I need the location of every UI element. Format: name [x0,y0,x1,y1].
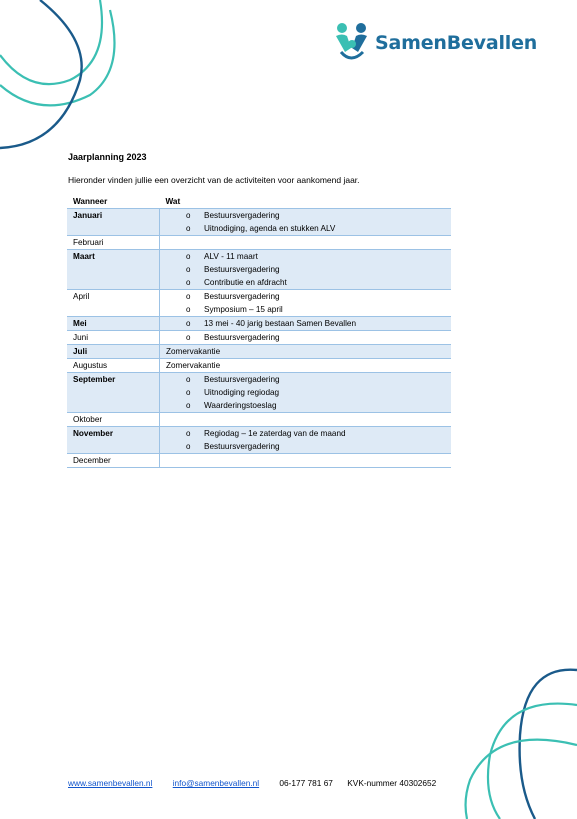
activities-cell [160,236,452,250]
activities-cell: Zomervakantie [160,345,452,359]
table-row [67,373,451,413]
email-link[interactable]: info@samenbevallen.nl [172,778,260,788]
activity-item: o ALV - 11 maart [186,250,445,263]
activity-item: o Bestuursvergadering [186,373,445,386]
activities-cell [160,317,452,331]
activities-cell [160,413,452,427]
samenbevallen-logo [333,22,537,64]
activity-list [166,317,445,330]
activity-list [166,209,445,235]
activities-cell [160,427,452,454]
activity-item: o Waarderingstoeslag [186,399,445,412]
activities-cell: Zomervakantie [160,359,452,373]
year-planning-table [67,195,451,468]
month-cell: September [67,373,160,413]
empty-cell [166,236,445,249]
table-row [67,427,451,454]
table-row [67,317,451,331]
table-row [67,359,451,373]
logo-figures-icon [333,22,371,64]
month-cell: November [67,427,160,454]
table-header-row [67,195,451,209]
month-cell: Juni [67,331,160,345]
activity-list [166,250,445,289]
table-row [67,209,451,236]
activities-cell [160,290,452,317]
activities-cell [160,331,452,345]
activity-item: o Bestuursvergadering [186,263,445,276]
month-cell: Juli [67,345,160,359]
activity-item: o Uitnodiging regiodag [186,386,445,399]
activity-item: o 13 mei - 40 jarig bestaan Samen Bevallen [186,317,445,330]
activity-list [166,290,445,316]
column-header-what: Wat [160,195,452,209]
table-row [67,250,451,290]
decorative-arcs-bottom [455,665,577,819]
table-row [67,413,451,427]
table-body [67,209,451,468]
decorative-arcs-top [0,0,130,150]
activity-item: o Bestuursvergadering [186,209,445,222]
activities-cell [160,454,452,468]
table-row [67,345,451,359]
activity-item: o Bestuursvergadering [186,331,445,344]
activity-item: o Symposium – 15 april [186,303,445,316]
activity-item: o Contributie en afdracht [186,276,445,289]
phone-number: 06-177 781 67 [279,778,333,788]
month-cell: Februari [67,236,160,250]
activity-item: o Bestuursvergadering [186,290,445,303]
month-cell: Oktober [67,413,160,427]
footer [68,778,448,788]
website-link[interactable]: www.samenbevallen.nl [68,778,153,788]
kvk-number: KVK-nummer 40302652 [347,778,437,788]
month-cell: April [67,290,160,317]
activities-cell [160,250,452,290]
activities-cell [160,209,452,236]
column-header-when: Wanneer [67,195,160,209]
month-cell: Augustus [67,359,160,373]
table-row [67,236,451,250]
activity-list [166,427,445,453]
empty-cell [166,413,445,426]
intro-text: Hieronder vinden jullie een overzicht van de activiteiten voor aankomend jaar. [68,175,360,185]
logo-text: SamenBevallen [375,32,538,54]
month-cell: Maart [67,250,160,290]
empty-cell [166,454,445,467]
page-title: Jaarplanning 2023 [68,152,147,162]
table-row [67,331,451,345]
activities-cell [160,373,452,413]
activity-item: o Uitnodiging, agenda en stukken ALV [186,222,445,235]
table-row [67,290,451,317]
activity-item: o Regiodag – 1e zaterdag van de maand [186,427,445,440]
month-cell: December [67,454,160,468]
activity-list [166,373,445,412]
activity-list [166,331,445,344]
month-cell: Januari [67,209,160,236]
month-cell: Mei [67,317,160,331]
table-row [67,454,451,468]
activity-item: o Bestuursvergadering [186,440,445,453]
